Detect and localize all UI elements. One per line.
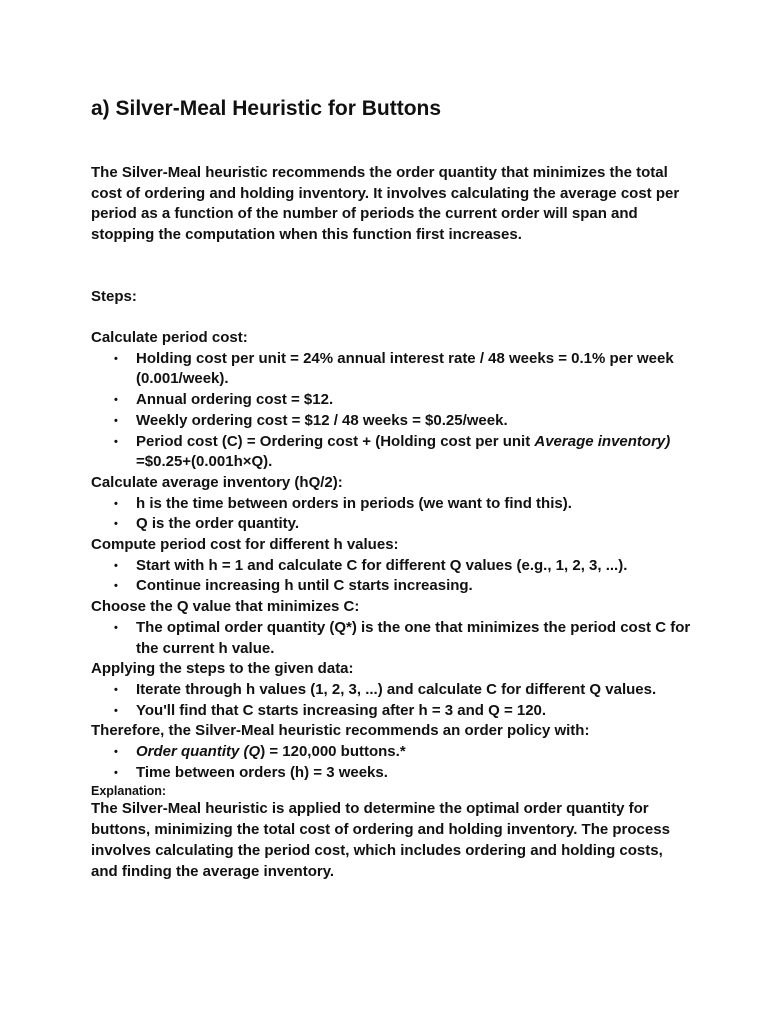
bullet-icon: • xyxy=(114,352,118,365)
bullet-icon: • xyxy=(114,580,118,593)
steps-body xyxy=(91,328,691,882)
steps-label: Steps: xyxy=(91,288,137,305)
intro-paragraph: The Silver-Meal heuristic recommends the order quantity that minimizes the total cost of ordering and holding inventory. It involves calculating the average cost per period as a function of the number of periods the current order will span and stopping the computation when this function first increases. xyxy=(91,164,680,244)
page-title: a) Silver-Meal Heuristic for Buttons xyxy=(91,97,442,120)
bullet-icon: • xyxy=(114,435,118,448)
list-item: • Weekly ordering cost = $12 / 48 weeks = $0.25/week. xyxy=(136,411,691,432)
section-heading: Calculate average inventory (hQ/2): xyxy=(91,473,343,491)
list-item: • Continue increasing h until C starts increasing. xyxy=(136,576,691,597)
bullet-list xyxy=(91,349,691,473)
bullet-icon: • xyxy=(114,414,118,427)
section-heading: Applying the steps to the given data: xyxy=(91,660,354,678)
bullet-icon: • xyxy=(114,621,118,634)
list-item: • Time between orders (h) = 3 weeks. xyxy=(136,763,691,784)
bullet-icon: • xyxy=(114,559,118,572)
explanation-label: Explanation: xyxy=(91,784,167,799)
list-item: • h is the time between orders in periods (we want to find this). xyxy=(136,494,691,515)
section-heading: Therefore, the Silver-Meal heuristic recommends an order policy with: xyxy=(91,722,590,740)
bullet-list xyxy=(91,618,691,659)
list-item: • Order quantity (Q) = 120,000 buttons.* xyxy=(136,742,691,763)
bullet-icon: • xyxy=(114,766,118,779)
list-item: • The optimal order quantity (Q*) is the one that minimizes the period cost C for the current h value. xyxy=(114,618,691,657)
explanation-paragraph: The Silver-Meal heuristic is applied to determine the optimal order quantity for buttons, minimizing the total cost of ordering and holding inventory. The process involves calculating the period cost, which includes ordering and holding costs, and finding the average inventory. xyxy=(91,800,670,880)
bullet-icon: • xyxy=(114,394,118,407)
bullet-list xyxy=(91,494,691,535)
bullet-icon: • xyxy=(114,704,118,717)
section-heading: Compute period cost for different h values: xyxy=(91,536,399,554)
bullet-list xyxy=(91,556,691,597)
bullet-icon: • xyxy=(114,683,118,696)
bullet-list xyxy=(91,742,691,783)
bullet-icon: • xyxy=(114,518,118,531)
bullet-list xyxy=(91,680,691,721)
list-item: • You'll find that C starts increasing after h = 3 and Q = 120. xyxy=(136,701,691,722)
section-heading: Choose the Q value that minimizes C: xyxy=(91,598,360,616)
section-heading: Calculate period cost: xyxy=(91,329,248,346)
bullet-icon: • xyxy=(114,497,118,510)
list-item: • Start with h = 1 and calculate C for different Q values (e.g., 1, 2, 3, ...). xyxy=(136,556,691,577)
list-item: • Q is the order quantity. xyxy=(136,514,691,535)
list-item: • Period cost (C) = Ordering cost + (Holding cost per unit Average inventory) =$0.25+(0.001h×Q). xyxy=(114,432,671,471)
list-item: • Annual ordering cost = $12. xyxy=(136,390,691,411)
bullet-icon: • xyxy=(114,746,118,759)
list-item: • Holding cost per unit = 24% annual interest rate / 48 weeks = 0.1% per week (0.001/week). xyxy=(114,349,674,388)
list-item: • Iterate through h values (1, 2, 3, ...) and calculate C for different Q values. xyxy=(136,680,691,701)
